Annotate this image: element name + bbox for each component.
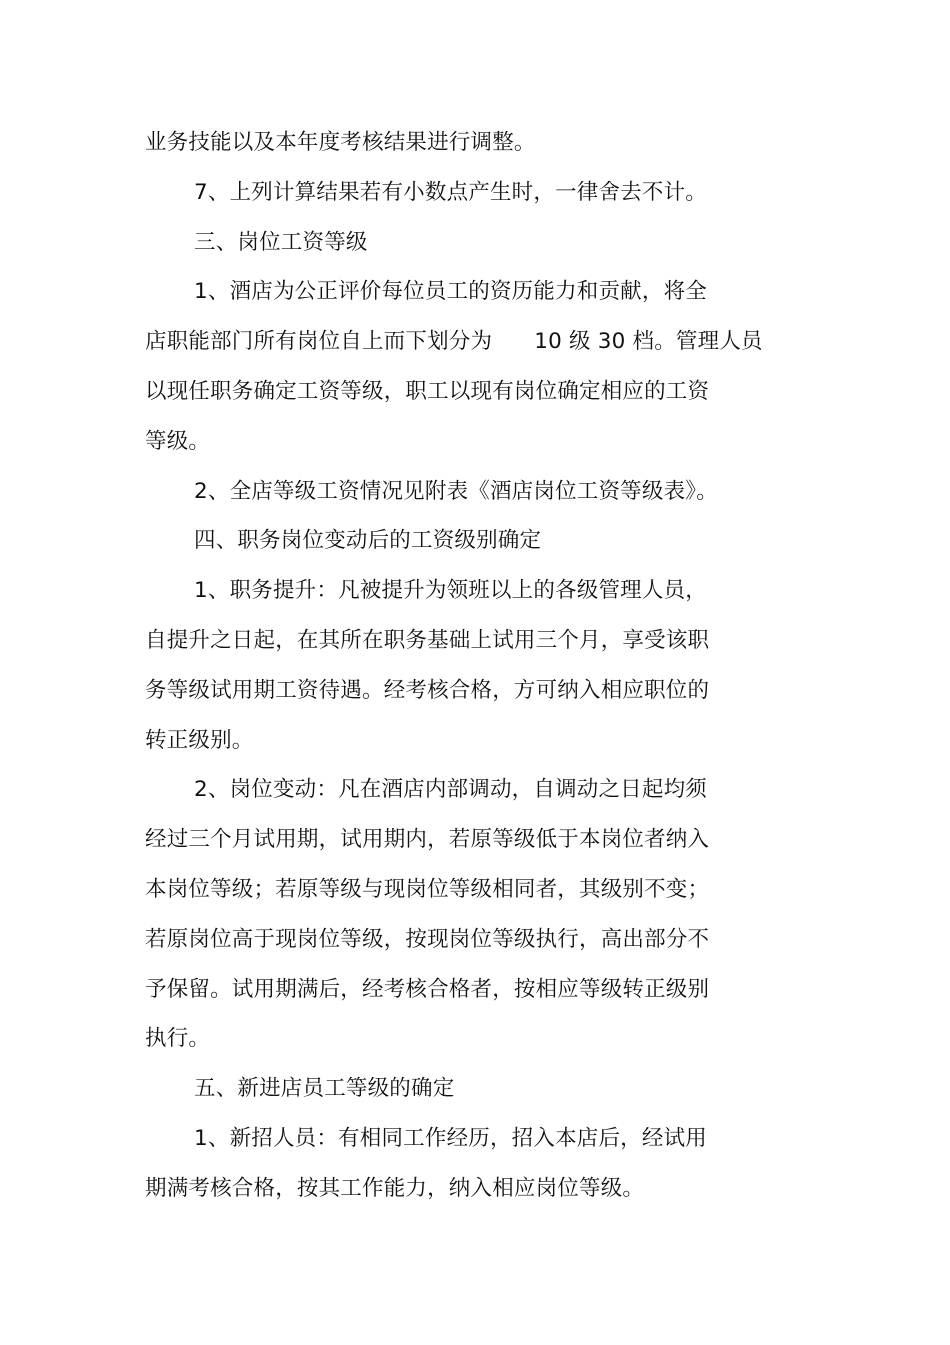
text-line: 期满考核合格，按其工作能力，纳入相应岗位等级。 <box>145 1176 645 1201</box>
text-line: 予保留。试用期满后，经考核合格者，按相应等级转正级别 <box>145 977 710 1002</box>
text-line: 7、上列计算结果若有小数点产生时，一律舍去不计。 <box>194 180 707 205</box>
text-line: 经过三个月试用期，试用期内，若原等级低于本岗位者纳入 <box>145 827 710 852</box>
text-line: 转正级别。 <box>145 728 254 753</box>
text-line: 本岗位等级；若原等级与现岗位等级相同者，其级别不变； <box>145 877 710 902</box>
text-segment: 店职能部门所有岗位自上而下划分为 <box>145 329 493 354</box>
section-heading: 三、岗位工资等级 <box>194 230 368 255</box>
text-line <box>145 327 763 357</box>
text-line: 1、新招人员：有相同工作经历，招入本店后，经试用 <box>194 1126 707 1151</box>
section-heading: 五、新进店员工等级的确定 <box>194 1076 455 1101</box>
text-line: 1、酒店为公正评价每位员工的资历能力和贡献，将全 <box>194 279 707 304</box>
text-line: 执行。 <box>145 1026 211 1051</box>
text-line: 若原岗位高于现岗位等级，按现岗位等级执行，高出部分不 <box>145 927 710 952</box>
text-line: 务等级试用期工资待遇。经考核合格，方可纳入相应职位的 <box>145 678 710 703</box>
section-heading: 四、职务岗位变动后的工资级别确定 <box>194 528 542 553</box>
text-line: 等级。 <box>145 429 211 454</box>
text-line: 2、岗位变动：凡在酒店内部调动，自调动之日起均须 <box>194 777 707 802</box>
text-segment: 10 级 30 档。管理人员 <box>534 329 763 354</box>
text-line: 1、职务提升：凡被提升为领班以上的各级管理人员， <box>194 578 707 603</box>
text-line: 以现任职务确定工资等级，职工以现有岗位确定相应的工资 <box>145 379 710 404</box>
text-line: 业务技能以及本年度考核结果进行调整。 <box>145 130 536 155</box>
text-line: 自提升之日起，在其所在职务基础上试用三个月，享受该职 <box>145 628 710 653</box>
text-line: 2、全店等级工资情况见附表《酒店岗位工资等级表》。 <box>194 479 718 504</box>
